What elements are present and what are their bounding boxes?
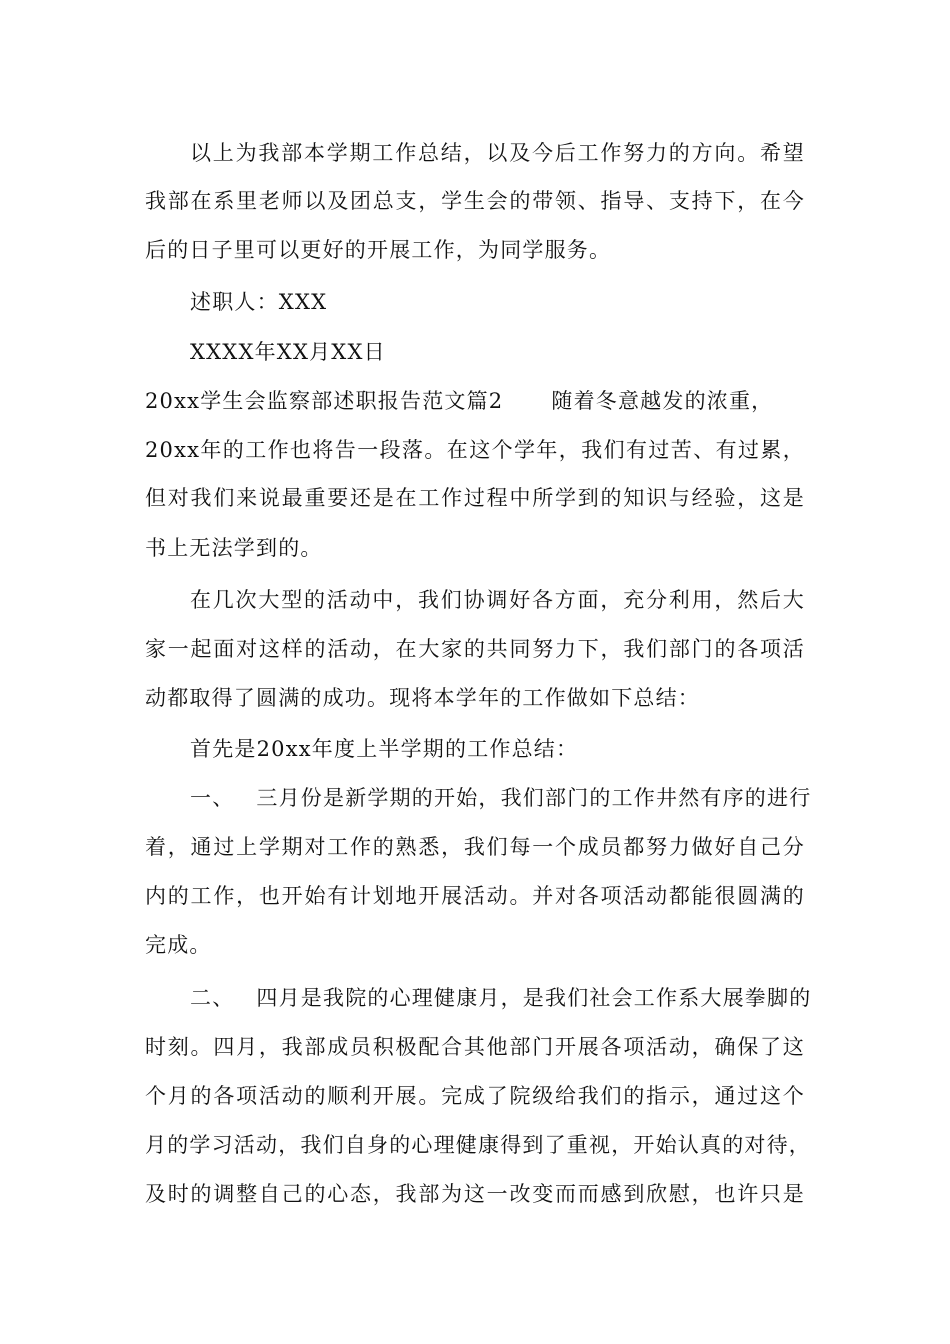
list-marker: 二、 <box>190 986 235 1010</box>
text-segment: 三月份是新学期的开始，我们部门的工作井然有序的进行 <box>256 786 812 810</box>
text-line: 动都取得了圆满的成功。现将本学年的工作做如下总结： <box>145 686 700 710</box>
text-line: 着，通过上学期对工作的熟悉，我们每一个成员都努力做好自己分 <box>145 835 805 859</box>
text-line: 20xx年的工作也将告一段落。在这个学年，我们有过苦、有过累， <box>145 438 805 462</box>
list-marker: 一、 <box>190 786 235 810</box>
text-line: 但对我们来说最重要还是在工作过程中所学到的知识与经验，这是 <box>145 486 805 510</box>
text-line: 后的日子里可以更好的开展工作，为同学服务。 <box>145 238 612 262</box>
text-line: 内的工作，也开始有计划地开展活动。并对各项活动都能很圆满的 <box>145 884 805 908</box>
section-heading-line <box>145 386 773 416</box>
text-line: 我部在系里老师以及团总支，学生会的带领、指导、支持下，在今 <box>145 189 805 213</box>
date-line: XXXX年XX月XX日 <box>190 340 386 364</box>
text-line: 在几次大型的活动中，我们协调好各方面，充分利用，然后大 <box>190 588 805 612</box>
text-line: 及时的调整自己的心态，我部为这一改变而而感到欣慰，也许只是 <box>145 1182 805 1206</box>
signature-line: 述职人：XXX <box>190 290 328 314</box>
text-line: 完成。 <box>145 933 212 957</box>
text-line: 首先是20xx年度上半学期的工作总结： <box>190 737 579 761</box>
section-heading: 20xx学生会监察部述职报告范文篇2 <box>145 389 504 413</box>
list-item-line <box>190 983 811 1013</box>
text-line: 家一起面对这样的活动，在大家的共同努力下，我们部门的各项活 <box>145 637 805 661</box>
text-line: 时刻。四月，我部成员积极配合其他部门开展各项活动，确保了这 <box>145 1035 805 1059</box>
list-item-line <box>190 783 811 813</box>
text-line: 个月的各项活动的顺利开展。完成了院级给我们的指示，通过这个 <box>145 1084 805 1108</box>
text-line: 月的学习活动，我们自身的心理健康得到了重视，开始认真的对待， <box>145 1133 811 1157</box>
text-segment: 随着冬意越发的浓重， <box>551 389 774 413</box>
text-line: 以上为我部本学期工作总结，以及今后工作努力的方向。希望 <box>190 141 805 165</box>
text-segment: 四月是我院的心理健康月，是我们社会工作系大展拳脚的 <box>256 986 812 1010</box>
text-line: 书上无法学到的。 <box>145 536 323 560</box>
